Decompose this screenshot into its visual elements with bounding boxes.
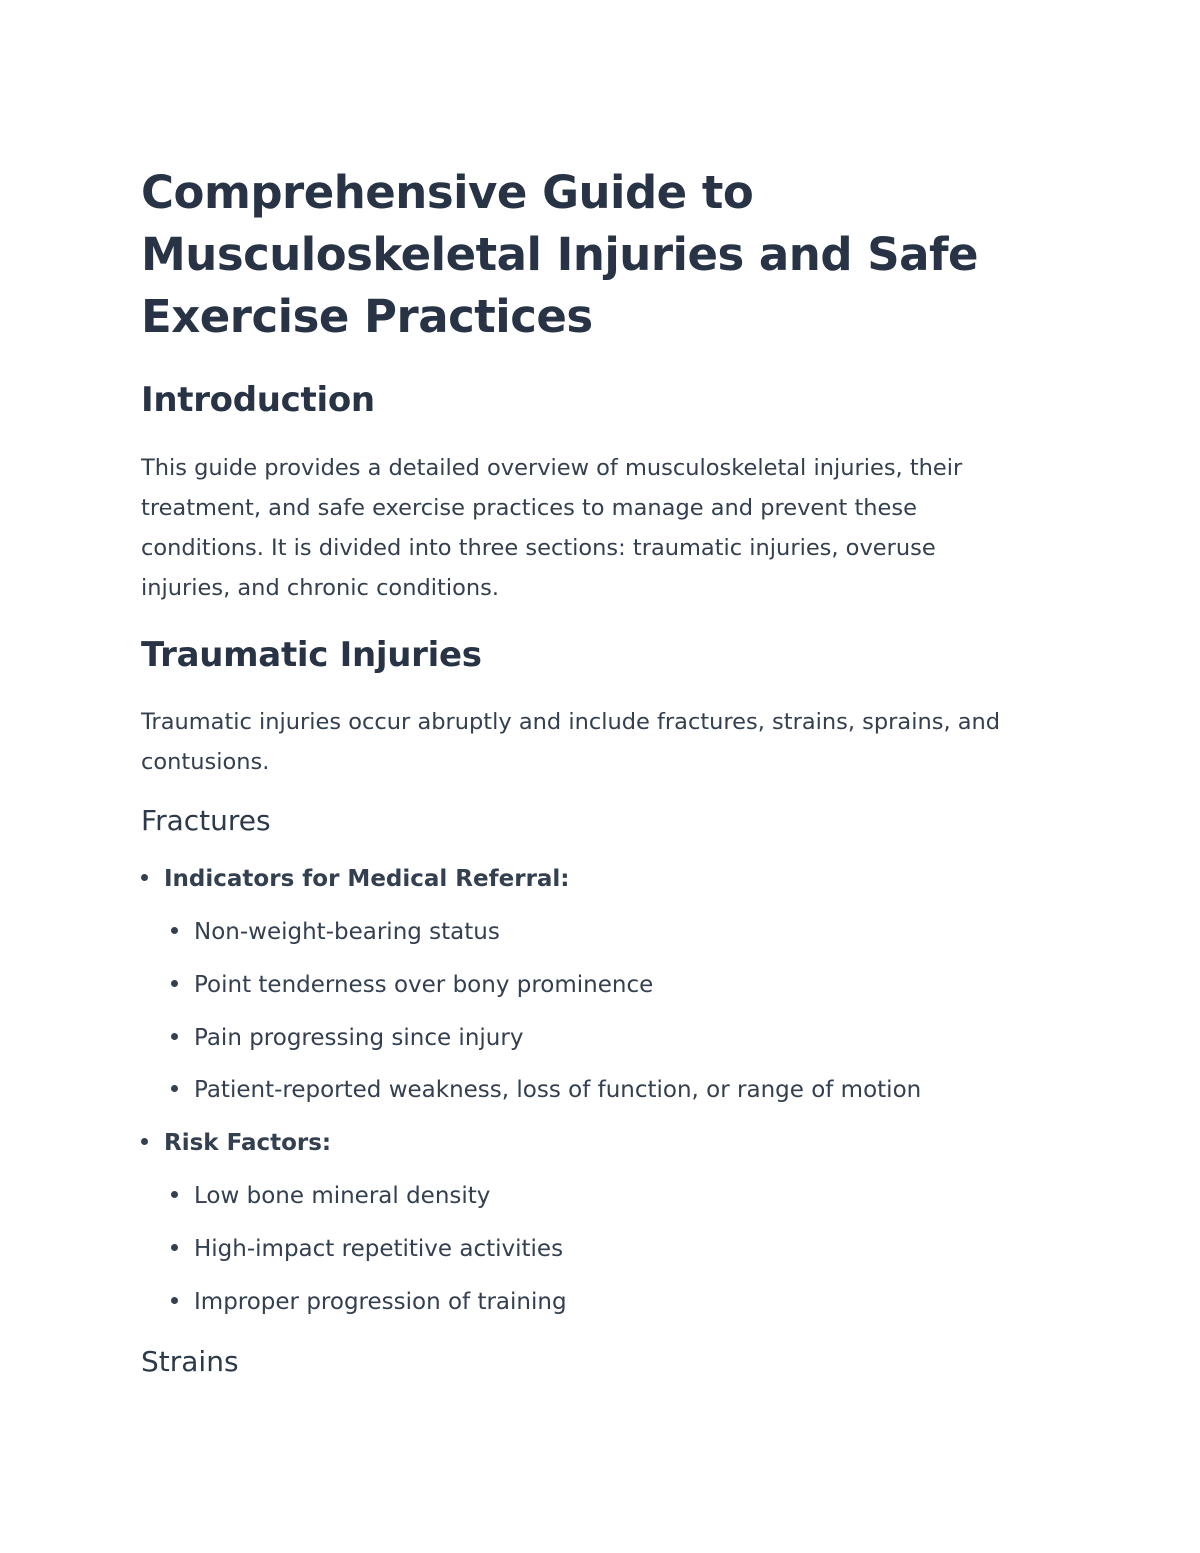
list-item-text: Low bone mineral density <box>194 1183 491 1209</box>
bullet-icon <box>171 1244 178 1251</box>
list-item <box>171 970 653 1000</box>
bullet-icon <box>171 927 178 934</box>
traumatic-injuries-paragraph: Traumatic injuries occur abruptly and include fractures, strains, sprains, and contusions. <box>141 709 1001 775</box>
bullet-icon <box>171 1297 178 1304</box>
list-item <box>171 1075 921 1105</box>
bullet-icon <box>141 1138 148 1145</box>
list-item-text: Improper progression of training <box>194 1289 567 1315</box>
list-item-text: Patient-reported weakness, loss of function, or range of motion <box>194 1077 922 1103</box>
list-item-label: Indicators for Medical Referral: <box>164 866 570 892</box>
bullet-icon <box>171 1085 178 1092</box>
list-item-text: Non-weight-bearing status <box>194 919 500 945</box>
bullet-icon <box>171 980 178 987</box>
list-item <box>171 1287 567 1317</box>
bullet-icon <box>171 1191 178 1198</box>
section-heading-introduction: Introduction <box>141 380 375 420</box>
list-item-text: Pain progressing since injury <box>194 1025 524 1051</box>
document-title: Comprehensive Guide to Musculoskeletal Injuries and Safe Exercise Practices <box>141 166 979 343</box>
subheading-fractures: Fractures <box>141 804 271 837</box>
list-item <box>171 1181 490 1211</box>
list-item-label: Risk Factors: <box>164 1130 332 1156</box>
list-item <box>171 1234 563 1264</box>
list-item-indicators <box>141 864 570 894</box>
list-item-text: High-impact repetitive activities <box>194 1236 564 1262</box>
bullet-icon <box>141 874 148 881</box>
section-heading-traumatic-injuries: Traumatic Injuries <box>141 635 482 675</box>
list-item-risk-factors <box>141 1128 331 1158</box>
list-item-text: Point tenderness over bony prominence <box>194 972 654 998</box>
list-item <box>171 1023 523 1053</box>
introduction-paragraph: This guide provides a detailed overview of musculoskeletal injuries, their treatment, and safe exercise practices to manage and prevent these conditions. It is divided into three sections: traumatic injuries, overuse injuries, and chronic conditions. <box>141 455 963 601</box>
bullet-icon <box>171 1033 178 1040</box>
list-item <box>171 917 500 947</box>
subheading-strains: Strains <box>141 1345 239 1378</box>
